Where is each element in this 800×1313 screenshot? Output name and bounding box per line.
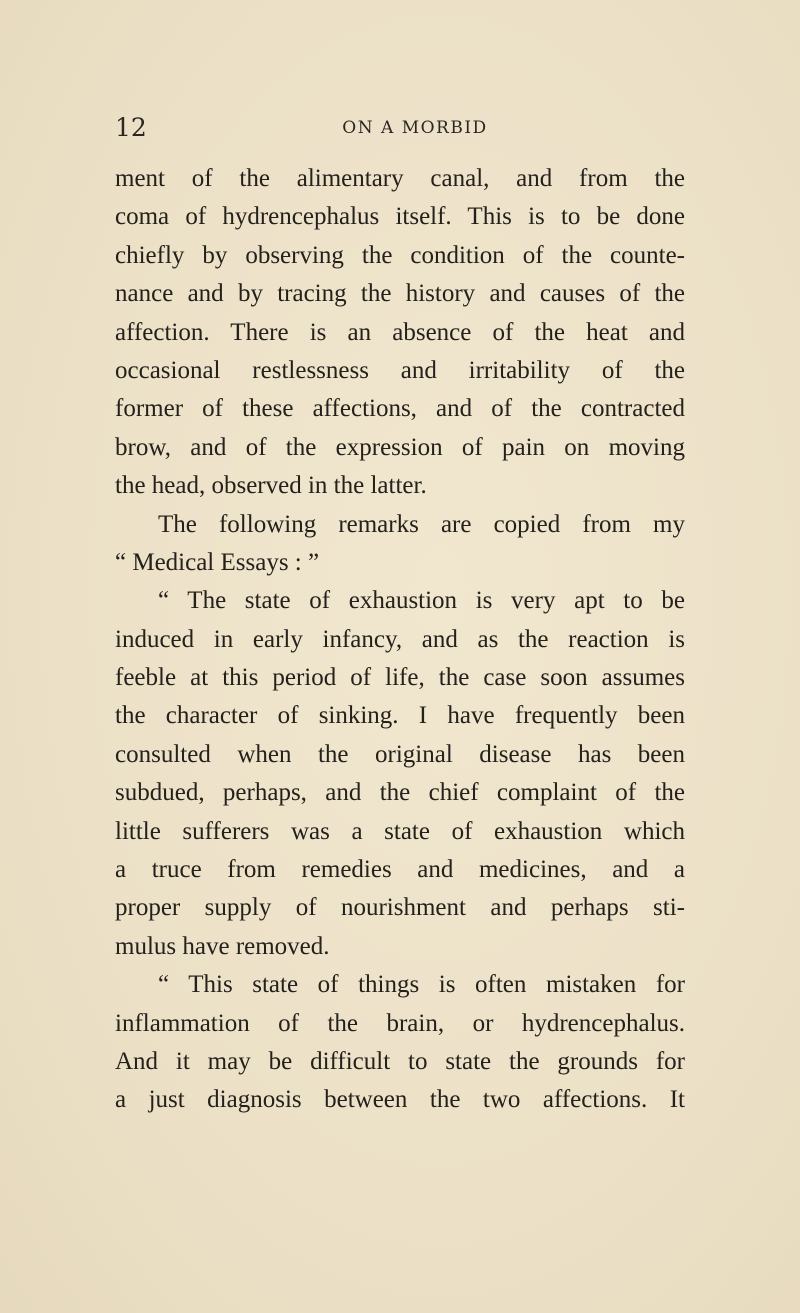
text-line: chiefly by observing the condition of the counte- xyxy=(115,241,685,269)
text-line: affection. There is an absence of the heat and xyxy=(115,318,685,346)
text-line: induced in early infancy, and as the reaction is xyxy=(115,625,685,653)
text-line: consulted when the original disease has been xyxy=(115,740,685,768)
text-line: little sufferers was a state of exhaustion which xyxy=(115,817,685,845)
text-line: a just diagnosis between the two affections. It xyxy=(115,1086,685,1114)
text-line: subdued, perhaps, and the chief complaint of the xyxy=(115,779,685,807)
text-line: The following remarks are copied from my xyxy=(158,510,685,538)
text-line: “ Medical Essays : ” xyxy=(115,548,320,576)
text-line: ment of the alimentary canal, and from the xyxy=(115,165,685,192)
text-line: nance and by tracing the history and causes of the xyxy=(115,280,685,308)
text-line: occasional restlessness and irritability of the xyxy=(115,356,685,384)
text-line: inflammation of the brain, or hydrencephalus. xyxy=(115,1009,685,1037)
text-line: the head, observed in the latter. xyxy=(115,472,427,500)
page-number: 12 xyxy=(115,113,147,142)
text-line: brow, and of the expression of pain on moving xyxy=(115,433,685,461)
text-line: former of these affections, and of the contracted xyxy=(115,395,685,423)
text-line: a truce from remedies and medicines, and a xyxy=(115,856,685,884)
text-line: “ The state of exhaustion is very apt to be xyxy=(158,587,685,615)
text-line: the character of sinking. I have frequently been xyxy=(115,702,685,730)
running-head: ON A MORBID xyxy=(342,118,488,138)
text-line: feeble at this period of life, the case soon assumes xyxy=(115,664,685,692)
text-line: coma of hydrencephalus itself. This is to be done xyxy=(115,203,685,231)
page-header xyxy=(115,110,685,146)
text-line: proper supply of nourishment and perhaps sti- xyxy=(115,894,685,922)
text-line: And it may be difficult to state the grounds for xyxy=(115,1047,685,1075)
text-line: “ This state of things is often mistaken for xyxy=(158,971,685,999)
text-line: mulus have removed. xyxy=(115,932,330,960)
body-text xyxy=(115,160,685,1120)
